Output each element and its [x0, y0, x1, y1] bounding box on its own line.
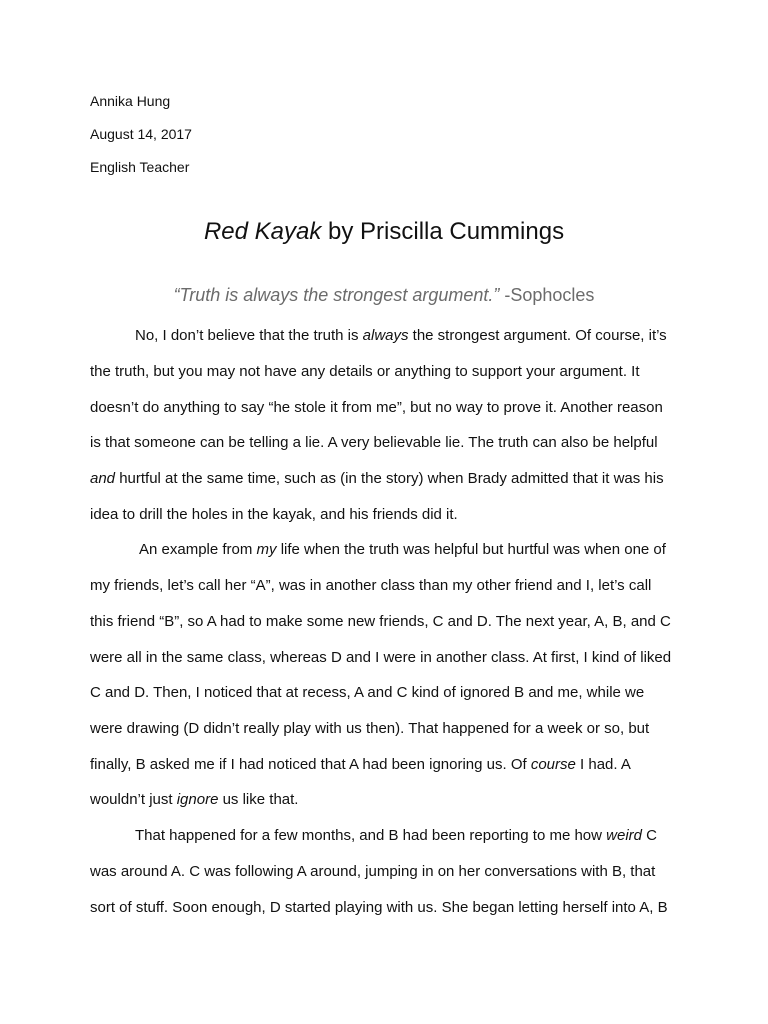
text-run: us like that.: [218, 791, 299, 808]
assignment-date: August 14, 2017: [90, 126, 192, 142]
emphasis: course: [530, 756, 576, 773]
text-run: life when the truth was helpful but hurtful was when one of: [276, 541, 666, 558]
text-run: An example from: [139, 541, 257, 558]
text-run: I had. A: [575, 756, 631, 773]
paragraph-1-line-2: the truth, but you may not have any details or anything to support your argument. It: [90, 363, 640, 380]
paragraph-2-line-5: C and D. Then, I noticed that at recess, A and C kind of ignored B and me, while we: [90, 684, 645, 701]
paragraph-1-line-3: doesn’t do anything to say “he stole it from me”, but no way to prove it. Another reason: [90, 399, 663, 416]
paragraph-2-line-7: [90, 756, 631, 774]
paragraph-2-line-6: were drawing (D didn’t really play with us then). That happened for a week or so, but: [90, 720, 650, 737]
paragraph-1-line-6: idea to drill the holes in the kayak, and his friends did it.: [90, 506, 458, 523]
epigraph-text: “Truth is always the strongest argument.”: [173, 285, 500, 305]
emphasis: ignore: [176, 791, 219, 808]
text-run: hurtful at the same time, such as (in the story) when Brady admitted that it was his: [115, 470, 664, 487]
paragraph-2-line-2: my friends, let’s call her “A”, was in another class than my other friend and I, let’s call: [90, 577, 652, 594]
paragraph-3-line-1: [135, 827, 657, 845]
emphasis: weird: [606, 827, 642, 844]
teacher-line: English Teacher: [90, 159, 190, 175]
emphasis: my: [256, 541, 277, 558]
book-title: Red Kayak: [203, 218, 322, 245]
text-run: finally, B asked me if I had noticed that A had been ignoring us. Of: [90, 756, 531, 773]
paragraph-2-line-8: [90, 791, 298, 809]
text-run: wouldn’t just: [90, 791, 177, 808]
paragraph-1-line-5: [90, 470, 664, 488]
text-run: That happened for a few months, and B had been reporting to me how: [135, 827, 607, 844]
text-run: C: [642, 827, 657, 844]
epigraph-author: -Sophocles: [499, 285, 595, 305]
author-name: Annika Hung: [90, 93, 171, 109]
paragraph-1-line-1: [135, 327, 667, 345]
paragraph-1-line-4: is that someone can be telling a lie. A very believable lie. The truth can also be helpful: [90, 434, 658, 451]
essay-title: [0, 217, 768, 247]
paragraph-2-line-4: were all in the same class, whereas D and I were in another class. At first, I kind of liked: [90, 649, 672, 666]
epigraph: [0, 284, 768, 306]
paragraph-3-line-3: sort of stuff. Soon enough, D started playing with us. She began letting herself into A, B: [90, 899, 668, 916]
book-author: by Priscilla Cummings: [321, 218, 565, 245]
paragraph-2-line-3: this friend “B”, so A had to make some new friends, C and D. The next year, A, B, and C: [90, 613, 671, 630]
emphasis: always: [362, 327, 409, 344]
text-run: the strongest argument. Of course, it’s: [408, 327, 667, 344]
paragraph-3-line-2: was around A. C was following A around, jumping in on her conversations with B, that: [90, 863, 656, 880]
paragraph-2-line-1: [139, 541, 666, 559]
text-run: No, I don’t believe that the truth is: [135, 327, 363, 344]
emphasis: and: [90, 470, 116, 487]
